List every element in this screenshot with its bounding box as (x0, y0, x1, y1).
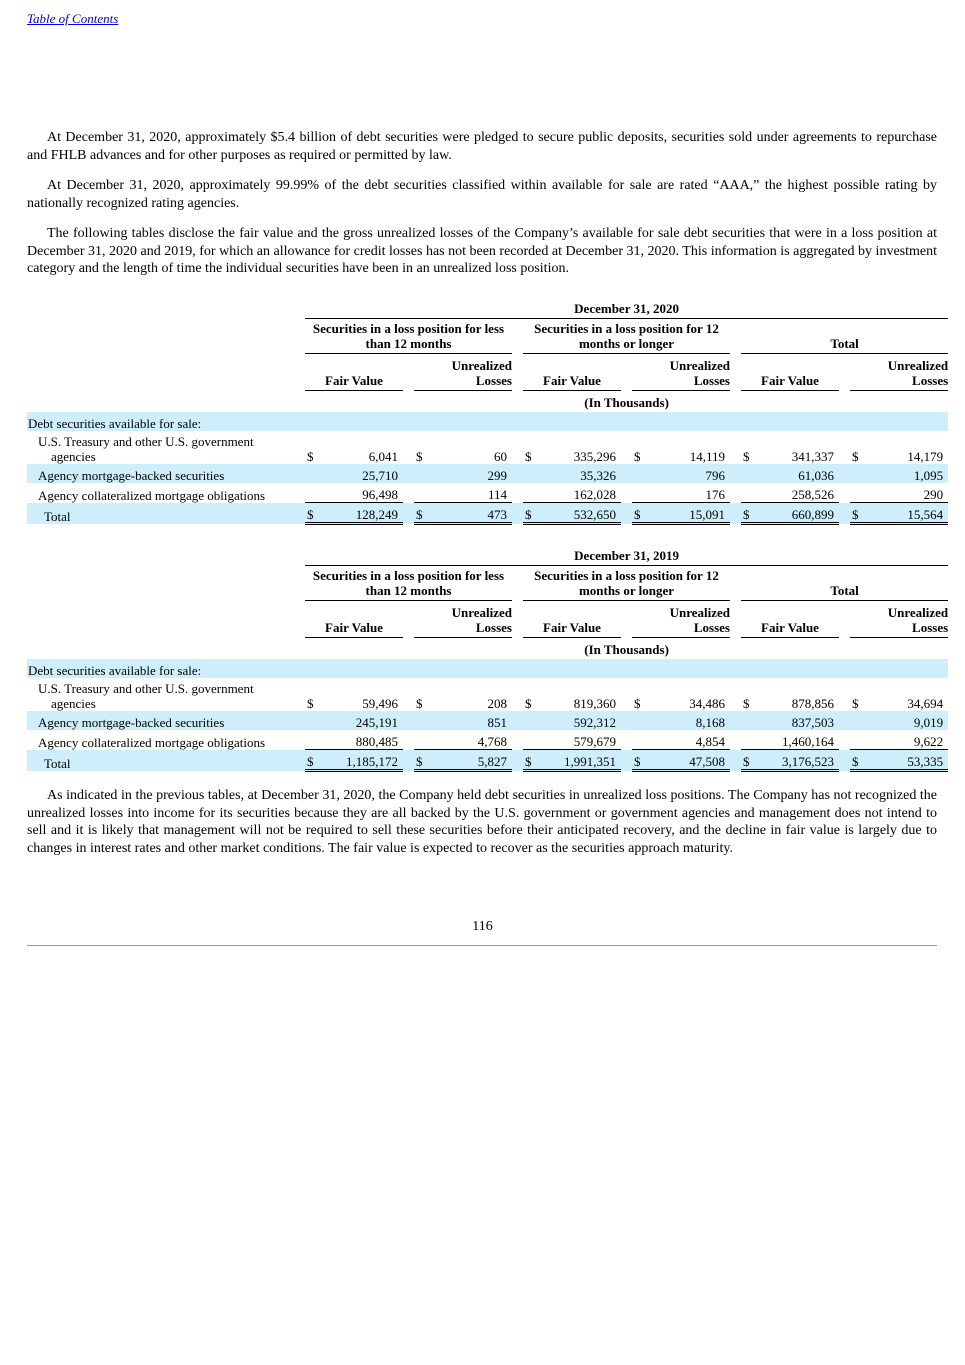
unrealized-losses-header: Unrealized Losses (850, 354, 948, 391)
fair-value-cell: 341,337 (791, 449, 834, 464)
table-of-contents-link[interactable]: Table of Contents (27, 11, 119, 26)
paragraph-tables-intro: The following tables disclose the fair value and the gross unrealized losses of the Company’s available for sale debt securities that were in a loss position at December 31, 2020 and 2019, for which an allowance for credit losses has not been recorded at December 31, 2020. This information is aggregated by investment category and the length of time the individual securities have been in an unrealized loss position. (27, 226, 937, 276)
table-row (27, 431, 948, 464)
unrealized-losses-cell: 796 (650, 464, 730, 483)
fair-value-cell: 819,360 (573, 696, 616, 711)
currency-symbol: $ (850, 503, 868, 524)
unrealized-losses-cell: 15,091 (650, 503, 730, 524)
paragraph-pledged-securities: At December 31, 2020, approximately $5.4 billion of debt securities were pledged to secure public deposits, securities sold under agreements to repurchase and FHLB advances and for other purposes as required or permitted by law. (27, 130, 937, 163)
table-row (27, 730, 948, 750)
row-label: U.S. Treasury and other U.S. government agencies (38, 681, 254, 711)
currency-symbol: $ (741, 503, 759, 524)
fair-value-cell: 25,710 (323, 464, 403, 483)
currency-symbol: $ (743, 696, 750, 711)
fair-value-cell: 878,856 (791, 696, 834, 711)
unrealized-losses-cell: 14,179 (907, 449, 944, 464)
loss-position-table-2020 (27, 301, 948, 525)
table-row (27, 464, 948, 483)
unrealized-losses-header: Unrealized Losses (414, 601, 512, 638)
currency-symbol: $ (307, 449, 314, 464)
unrealized-losses-cell: 47,508 (650, 750, 730, 771)
unrealized-losses-cell: 34,694 (907, 696, 944, 711)
table-row (27, 711, 948, 730)
fair-value-cell: 579,679 (541, 730, 621, 750)
fair-value-cell: 592,312 (541, 711, 621, 730)
fair-value-cell: 61,036 (759, 464, 839, 483)
unrealized-losses-cell: 8,168 (650, 711, 730, 730)
section-label: Debt securities available for sale: (27, 412, 305, 431)
currency-symbol: $ (852, 449, 859, 464)
unrealized-losses-cell: 299 (432, 464, 512, 483)
fair-value-header: Fair Value (523, 354, 621, 391)
currency-symbol: $ (416, 696, 423, 711)
fair-value-cell: 258,526 (759, 483, 839, 503)
unrealized-losses-cell: 5,827 (432, 750, 512, 771)
fair-value-cell: 6,041 (368, 449, 398, 464)
total-row (27, 750, 948, 771)
fair-value-cell: 245,191 (323, 711, 403, 730)
currency-symbol: $ (743, 449, 750, 464)
unrealized-losses-cell: 176 (650, 483, 730, 503)
unrealized-losses-cell: 60 (494, 449, 507, 464)
unrealized-losses-cell: 9,622 (868, 730, 948, 750)
currency-symbol: $ (525, 449, 532, 464)
fair-value-cell: 1,185,172 (323, 750, 403, 771)
page-number: 116 (472, 919, 493, 934)
unrealized-losses-cell: 290 (868, 483, 948, 503)
fair-value-cell: 660,899 (759, 503, 839, 524)
fair-value-cell: 96,498 (323, 483, 403, 503)
unrealized-losses-cell: 14,119 (689, 449, 725, 464)
loss-position-table-2019 (27, 548, 948, 772)
row-label: U.S. Treasury and other U.S. government agencies (38, 434, 254, 464)
row-label: Agency collateralized mortgage obligations (38, 487, 266, 503)
currency-symbol: $ (414, 750, 432, 771)
unrealized-losses-cell: 851 (432, 711, 512, 730)
currency-symbol: $ (414, 503, 432, 524)
group-header-total: Total (741, 566, 948, 601)
fair-value-cell: 1,460,164 (759, 730, 839, 750)
currency-symbol: $ (523, 503, 541, 524)
paragraph-aaa-rating: At December 31, 2020, approximately 99.99% of the debt securities classified within available for sale are rated “AAA,” the highest possible rating by nationally recognized rating agencies. (27, 178, 937, 211)
unrealized-losses-cell: 9,019 (868, 711, 948, 730)
unrealized-losses-cell: 34,486 (689, 696, 725, 711)
currency-symbol: $ (741, 750, 759, 771)
total-row (27, 503, 948, 524)
table-date-header: December 31, 2019 (305, 548, 948, 566)
unrealized-losses-header: Unrealized Losses (850, 601, 948, 638)
currency-symbol: $ (523, 750, 541, 771)
currency-symbol: $ (632, 503, 650, 524)
fair-value-cell: 162,028 (541, 483, 621, 503)
currency-symbol: $ (305, 750, 323, 771)
currency-symbol: $ (525, 696, 532, 711)
currency-symbol: $ (850, 750, 868, 771)
unrealized-losses-cell: 1,095 (868, 464, 948, 483)
unrealized-losses-header: Unrealized Losses (632, 601, 730, 638)
currency-symbol: $ (634, 696, 641, 711)
fair-value-cell: 1,991,351 (541, 750, 621, 771)
units-label: (In Thousands) (584, 642, 669, 657)
table-row (27, 483, 948, 503)
fair-value-header: Fair Value (305, 354, 403, 391)
unrealized-losses-cell: 208 (487, 696, 507, 711)
group-header-total: Total (741, 319, 948, 354)
currency-symbol: $ (416, 449, 423, 464)
fair-value-cell: 3,176,523 (759, 750, 839, 771)
unrealized-losses-cell: 114 (432, 483, 512, 503)
group-header-less-than-12-months: Securities in a loss position for less than 12 months (305, 566, 512, 601)
group-header-12-months-or-longer: Securities in a loss position for 12 months or longer (523, 566, 730, 601)
units-label: (In Thousands) (584, 395, 669, 410)
table-row (27, 678, 948, 711)
row-label: Total (27, 750, 305, 771)
fair-value-header: Fair Value (305, 601, 403, 638)
currency-symbol: $ (305, 503, 323, 524)
currency-symbol: $ (852, 696, 859, 711)
unrealized-losses-header: Unrealized Losses (632, 354, 730, 391)
unrealized-losses-header: Unrealized Losses (414, 354, 512, 391)
fair-value-cell: 35,326 (541, 464, 621, 483)
group-header-12-months-or-longer: Securities in a loss position for 12 months or longer (523, 319, 730, 354)
fair-value-header: Fair Value (741, 354, 839, 391)
unrealized-losses-cell: 4,854 (650, 730, 730, 750)
fair-value-cell: 59,496 (362, 696, 398, 711)
row-label: Agency mortgage-backed securities (27, 711, 305, 730)
fair-value-cell: 532,650 (541, 503, 621, 524)
currency-symbol: $ (632, 750, 650, 771)
fair-value-header: Fair Value (523, 601, 621, 638)
fair-value-cell: 837,503 (759, 711, 839, 730)
fair-value-cell: 880,485 (323, 730, 403, 750)
unrealized-losses-cell: 15,564 (868, 503, 948, 524)
fair-value-cell: 128,249 (323, 503, 403, 524)
unrealized-losses-cell: 4,768 (432, 730, 512, 750)
section-label: Debt securities available for sale: (27, 659, 305, 678)
unrealized-losses-cell: 53,335 (868, 750, 948, 771)
row-label: Agency collateralized mortgage obligations (38, 734, 266, 750)
row-label: Total (27, 503, 305, 524)
fair-value-header: Fair Value (741, 601, 839, 638)
currency-symbol: $ (307, 696, 314, 711)
footer-divider (27, 945, 937, 946)
fair-value-cell: 335,296 (573, 449, 616, 464)
group-header-less-than-12-months: Securities in a loss position for less than 12 months (305, 319, 512, 354)
table-date-header: December 31, 2020 (305, 301, 948, 319)
row-label: Agency mortgage-backed securities (27, 464, 305, 483)
currency-symbol: $ (634, 449, 641, 464)
unrealized-losses-cell: 473 (432, 503, 512, 524)
paragraph-conclusion: As indicated in the previous tables, at December 31, 2020, the Company held debt securities in unrealized loss positions. The Company has not recognized the unrealized losses into income for its securities because they are all backed by the U.S. government or government agencies and management does not intend to sell and it is likely that management will not be required to sell these securities before their anticipated recovery, and the decline in fair value is largely due to changes in interest rates and other market conditions. The fair value is expected to recover as the securities approach maturity. (27, 788, 937, 856)
